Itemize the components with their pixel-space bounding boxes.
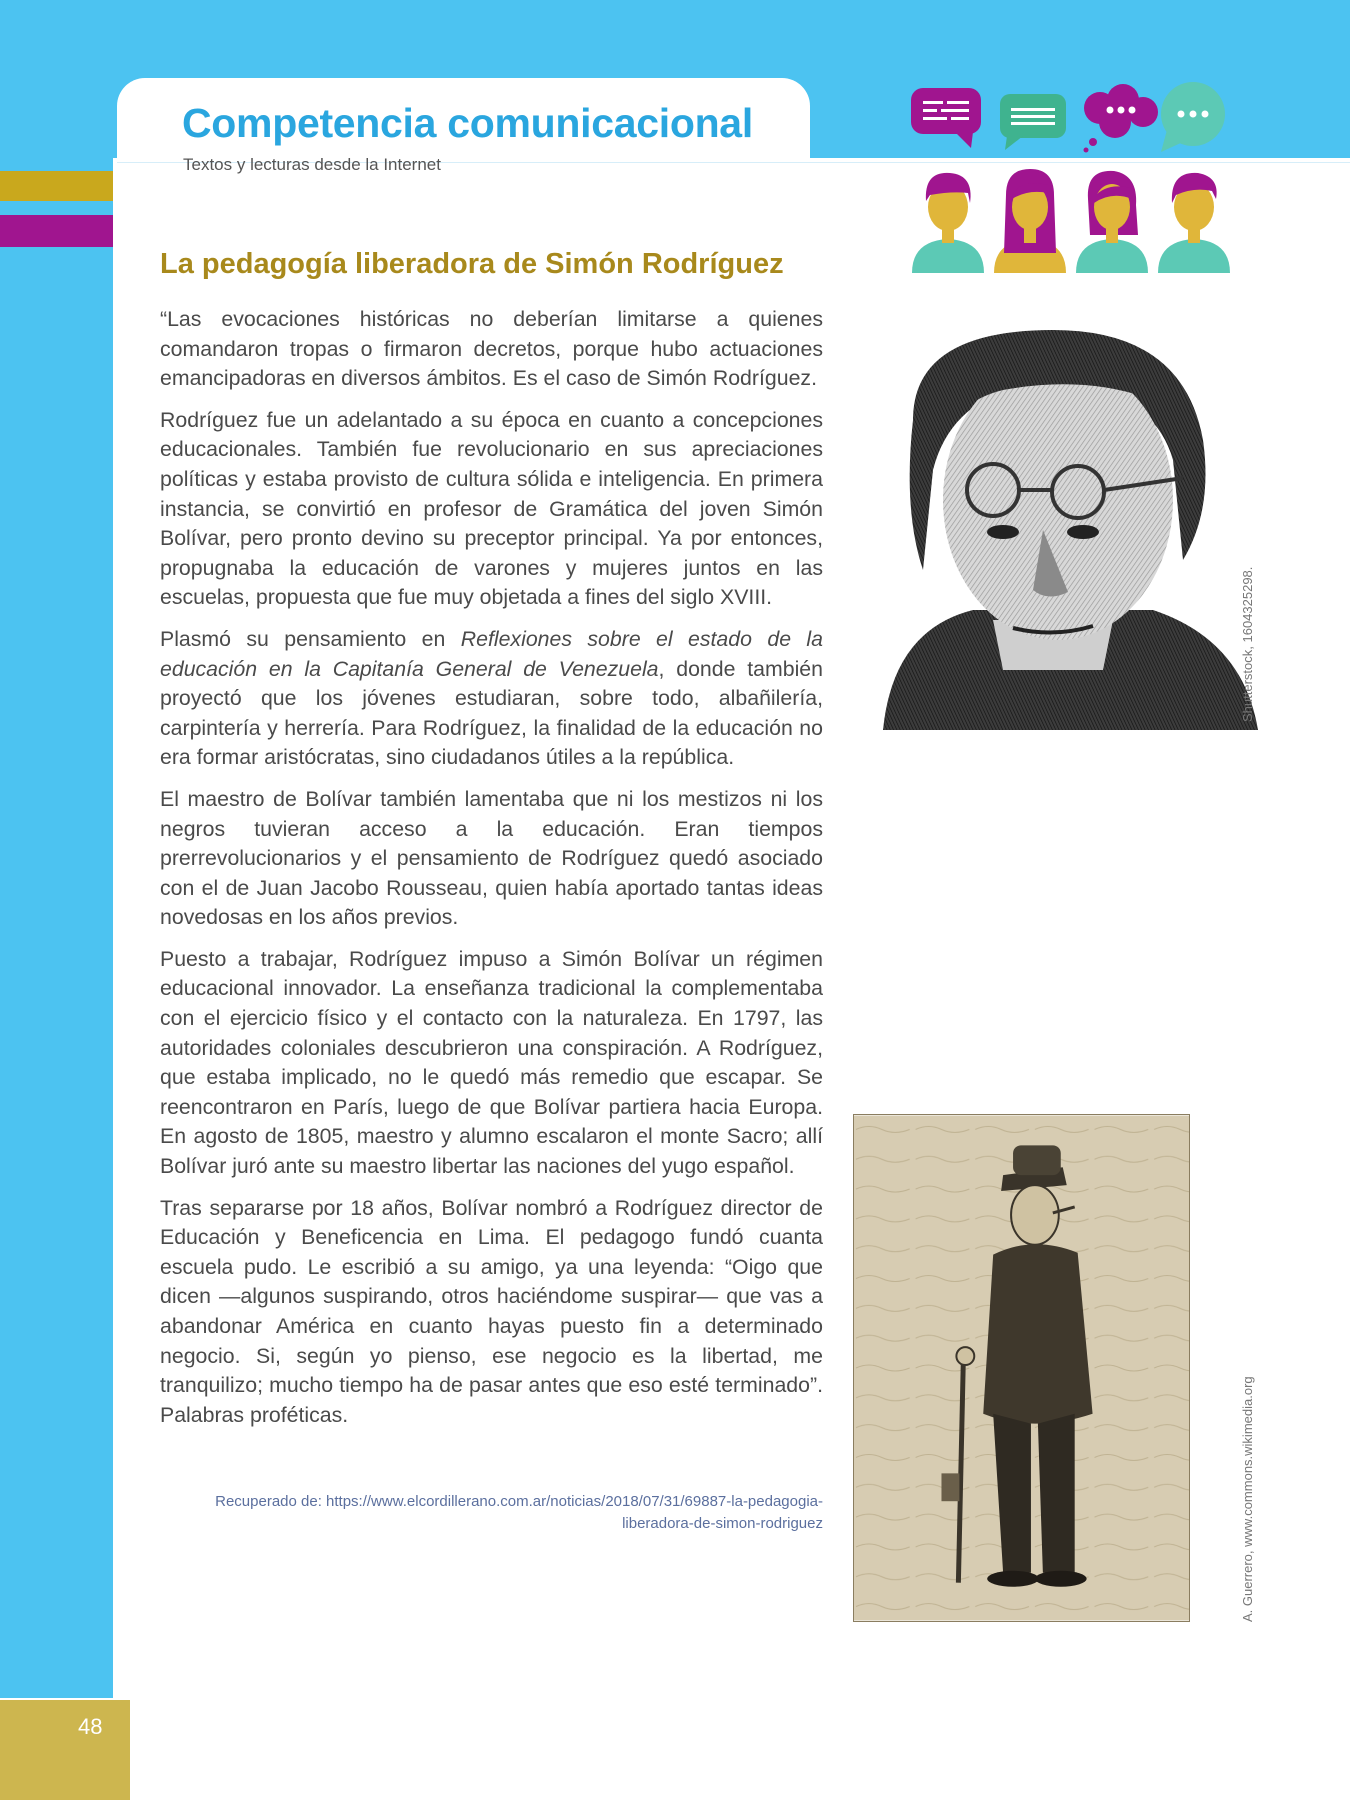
paragraph: Rodríguez fue un adelantado a su época en cuanto a concepciones educacionales. También fue revolucionario en sus apreciaciones políticas y estaba provisto de cultura sólida e inteligencia. En primera instancia, se convirtió en profesor de Gramática del joven Simón Bolívar, pero pronto devino su preceptor principal. Ya por entonces, propugnaba la educación de varones y mujeres juntos en las escuelas, propuesta que fue muy objetada a fines del siglo XVIII. bbox=[160, 407, 823, 610]
speech-bubble-icon bbox=[911, 88, 981, 148]
source-citation bbox=[160, 1491, 823, 1535]
people-illustration bbox=[908, 165, 1238, 275]
person-icon bbox=[1076, 171, 1148, 273]
paragraph: “Las evocaciones históricas no deberían limitarse a quienes comandaron tropas o firmaron decretos, porque hubo actuaciones emancipadoras en diversos ámbitos. Es el caso de Simón Rodríguez. bbox=[160, 307, 823, 391]
section-title: Competencia comunicacional bbox=[182, 100, 753, 146]
source-link-line[interactable]: liberadora-de-simon-rodriguez bbox=[622, 1515, 823, 1532]
thought-bubble-icon bbox=[1084, 84, 1159, 153]
paragraph: Puesto a trabajar, Rodríguez impuso a Simón Bolívar un régimen educacional innovador. La enseñanza tradicional la complementaba con el ejercicio físico y el contacto con la naturaleza. En 1797, las autoridades coloniales descubrieron una conspiración. A Rodríguez, que estaba implicado, no le quedó más remedio que escapar. Se reencontraron en París, luego de que Bolívar partiera hacia Europa. En agosto de 1805, maestro y alumno escalaron el monte Sacro; allí Bolívar juró ante su maestro libertar las naciones del yugo español. bbox=[160, 946, 823, 1179]
paragraph bbox=[160, 625, 823, 773]
source-link-line[interactable]: Recuperado de: https://www.elcordillerano.com.ar/noticias/2018/07/31/69887-la-pedagogia- bbox=[215, 1493, 823, 1510]
sepia-sketch bbox=[853, 1114, 1190, 1622]
speech-bubbles-illustration bbox=[905, 78, 1235, 158]
section-subtitle: Textos y lecturas desde la Internet bbox=[183, 155, 441, 174]
engraved-portrait bbox=[853, 310, 1258, 730]
book-title: Reflexiones sobre el estado de la educación en la Capitanía General de Venezuela bbox=[160, 626, 824, 681]
left-color-band bbox=[0, 158, 113, 1698]
paragraph: Tras separarse por 18 años, Bolívar nombró a Rodríguez director de Educación y Beneficencia en Lima. El pedagogo fundó cuanta escuela pudo. Le escribió a su amigo, ya una leyenda: “Oigo que dicen —algunos suspirando, otros haciéndome suspirar— que vas a abandonar América en cuanto hayas puesto fin a determinado negocio. Si, según yo pienso, ese negocio es la libertad, me tranquilizo; mucho tiempo ha de pasar antes que eso esté terminado”. Palabras proféticas. bbox=[160, 1195, 823, 1427]
person-icon bbox=[912, 173, 984, 273]
gold-stripe bbox=[0, 171, 113, 201]
sketch-credit: A. Guerrero, www.commons.wikimedia.org bbox=[1240, 1376, 1255, 1622]
article-body bbox=[160, 305, 823, 1442]
footer-block bbox=[0, 1700, 130, 1800]
person-icon bbox=[994, 169, 1066, 273]
purple-stripe bbox=[0, 215, 113, 247]
comment-bubble-icon bbox=[1161, 82, 1225, 152]
page-number: 48 bbox=[78, 1714, 103, 1739]
person-icon bbox=[1158, 173, 1230, 273]
paragraph: El maestro de Bolívar también lamentaba que ni los mestizos ni los negros tuvieran acceso a la educación. Eran tiempos prerrevolucionarios y el pensamiento de Rodríguez quedó asociado con el de Juan Jacobo Rousseau, quien había aportado tantas ideas novedosas en los años previos. bbox=[160, 786, 823, 930]
portrait-credit: Shutterstock, 1604325298. bbox=[1240, 566, 1255, 722]
chat-bubble-icon bbox=[1000, 94, 1066, 150]
paragraph-text: Plasmó su pensamiento en bbox=[160, 626, 461, 651]
paragraph-text: , donde también proyectó que los jóvenes estudiaran, sobre todo, albañilería, carpintería y herrería. Para Rodríguez, la finalidad de la educación no era formar aristócratas, sino ciudadanos útiles a la república. bbox=[160, 656, 823, 770]
article-title: La pedagogía liberadora de Simón Rodríguez bbox=[160, 248, 784, 280]
